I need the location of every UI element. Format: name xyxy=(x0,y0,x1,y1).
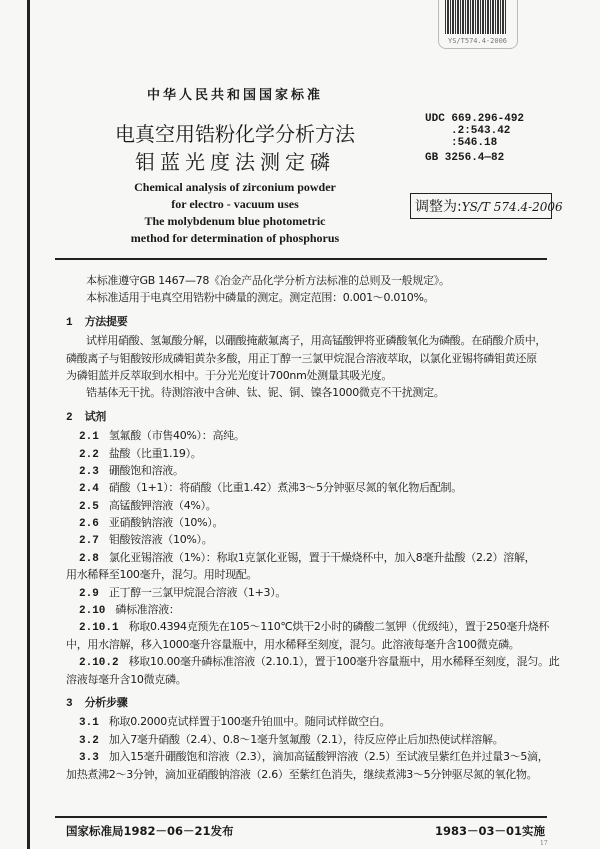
item-number: 2.1 xyxy=(79,431,99,444)
item-text: 正丁醇一三氯甲烷混合溶液（1+3）。 xyxy=(108,585,287,599)
list-item-continuation xyxy=(66,671,566,688)
section-3-heading: 3 分析步骤 xyxy=(66,695,128,710)
procedure-list xyxy=(66,713,566,783)
item-number: 3.2 xyxy=(79,734,99,747)
barcode-text: YS/T574.4-2006 xyxy=(448,37,508,45)
paragraph-line: 锆基体无干扰。待测溶液中含砷、钛、铌、铜、镍各1000微克不干扰测定。 xyxy=(86,386,445,400)
item-text: 亚硝酸钠溶液（10%）。 xyxy=(108,516,224,530)
paragraph-line: 磷酸离子与钼酸铵形成磷钼黄杂多酸，用正丁醇一三氯甲烷混合溶液萃取，以氯化亚锡将磷钼黄还原 xyxy=(66,351,537,365)
udc-line3: :546.18 xyxy=(451,137,498,149)
list-item xyxy=(66,748,566,765)
page-number: 17 xyxy=(540,840,548,847)
item-text: 移取10.00毫升磷标准溶液（2.10.1），置于100毫升容量瓶中，用水稀释至刻度，混匀。此 xyxy=(128,655,560,669)
list-item xyxy=(66,584,566,601)
list-item xyxy=(66,653,566,670)
item-text: 加入7毫升硝酸（2.4）、0.8～1毫升氢氟酸（2.1），待反应停止后加热使试样溶解。 xyxy=(108,732,504,746)
item-number: 2.4 xyxy=(79,483,99,496)
barcode xyxy=(445,0,507,34)
list-item xyxy=(66,497,566,514)
item-number: 2.10 xyxy=(79,605,106,618)
list-item-continuation xyxy=(66,566,566,583)
item-text: 称取0.2000克试样置于100毫升铂皿中。随同试样做空白。 xyxy=(108,715,391,729)
item-text: 高锰酸钾溶液（4%）。 xyxy=(108,498,217,512)
section-1-heading: 1 方法提要 xyxy=(66,314,128,329)
item-number: 3.3 xyxy=(79,752,99,765)
item-number: 2.7 xyxy=(79,535,99,548)
adjustment-stamp xyxy=(410,193,563,219)
udc-line2: .2:543.42 xyxy=(451,125,511,137)
item-number: 2.10.1 xyxy=(79,622,119,635)
item-text: 溶液每毫升含10微克磷。 xyxy=(66,672,187,686)
list-item xyxy=(66,713,566,730)
footer-divider xyxy=(55,816,547,818)
item-number: 3.1 xyxy=(79,717,99,730)
list-item xyxy=(66,549,566,566)
adjust-value: YS/T 574.4-2006 xyxy=(461,200,563,214)
standard-header: 中华人民共和国国家标准 xyxy=(146,88,323,103)
title-en-line3: The molybdenum blue photometric xyxy=(144,214,326,228)
section-2-heading: 2 试剂 xyxy=(66,409,107,424)
list-item xyxy=(66,618,566,635)
title-en-line4: method for determination of phosphorus xyxy=(130,231,340,245)
item-number: 2.10.2 xyxy=(79,657,119,670)
item-number: 2.3 xyxy=(79,465,99,478)
list-item xyxy=(66,462,566,479)
list-item xyxy=(66,731,566,748)
item-number: 2.9 xyxy=(79,587,99,600)
list-item xyxy=(66,601,566,618)
item-text: 称取0.4394克预先在105～110℃烘干2小时的磷酸二氢钾（优级纯），置于250毫升烧杯 xyxy=(128,620,550,634)
list-item xyxy=(66,445,566,462)
list-item xyxy=(66,514,566,531)
item-number: 2.5 xyxy=(79,500,99,513)
item-number: 2.2 xyxy=(79,448,99,461)
paragraph-line: 试样用硝酸、氢氟酸分解，以硼酸掩蔽氟离子，用高锰酸钾将亚磷酸氧化为磷酸。在硝酸介质中， xyxy=(86,334,547,348)
item-number: 2.6 xyxy=(79,518,99,531)
item-text: 中，用水溶解，移入1000毫升容量瓶中，用水稀释至刻度，混匀。此溶液每毫升含100微克磷。 xyxy=(66,637,520,651)
document-body xyxy=(66,272,566,783)
adjust-label: 调整为: xyxy=(415,199,462,215)
item-text: 磷标准溶液： xyxy=(115,603,180,617)
item-text: 加入15毫升硼酸饱和溶液（2.3），滴加高锰酸钾溶液（2.5）至试液呈紫红色并过量3～5滴， xyxy=(108,750,549,764)
title-cn-line2: 钼蓝光度法测定磷 xyxy=(135,150,335,174)
title-en-line1: Chemical analysis of zirconium powder xyxy=(134,180,336,194)
item-text: 硝酸（1+1）：将硝酸（比重1.42）煮沸3～5分钟驱尽氮的氧化物后配制。 xyxy=(108,481,462,495)
list-item xyxy=(66,531,566,548)
reagent-list xyxy=(66,427,566,688)
item-text: 盐酸（比重1.19）。 xyxy=(108,446,202,460)
effective-date: 1983－03－01实施 xyxy=(434,824,545,838)
list-item xyxy=(66,479,566,496)
list-item xyxy=(66,427,566,444)
item-number: 2.8 xyxy=(79,552,99,565)
list-item-continuation xyxy=(66,636,566,653)
item-text: 氢氟酸（市售40%）：高纯。 xyxy=(108,429,245,443)
item-text: 氯化亚锡溶液（1%）：称取1克氯化亚锡，置于干燥烧杯中，加入8毫升盐酸（2.2）溶解， xyxy=(108,550,536,564)
intro-line: 本标准适用于电真空用锆粉中磷量的测定。测定范围：0.001～0.010%。 xyxy=(86,291,435,305)
issue-date: 国家标准局1982－06－21发布 xyxy=(66,824,234,838)
gb-number: GB 3256.4—82 xyxy=(425,152,505,164)
item-text: 钼酸铵溶液（10%）。 xyxy=(108,533,213,547)
title-en-line2: for electro - vacuum uses xyxy=(171,197,299,211)
udc-line1: UDC 669.296-492 xyxy=(425,113,525,125)
item-text: 硼酸饱和溶液。 xyxy=(108,463,184,477)
title-cn-line1: 电真空用锆粉化学分析方法 xyxy=(115,122,355,146)
paragraph-line: 为磷钼蓝并反萃取到水相中。于分光光度计700nm处测量其吸光度。 xyxy=(66,368,393,382)
intro-line: 本标准遵守GB 1467—78《冶金产品化学分析方法标准的总则及一般规定》。 xyxy=(86,274,450,287)
item-text: 用水稀释至100毫升，混匀。用时现配。 xyxy=(66,568,258,582)
header-divider xyxy=(55,258,547,260)
list-item-continuation xyxy=(66,766,566,783)
item-text: 加热煮沸2～3分钟，滴加亚硝酸钠溶液（2.6）至紫红色消失，继续煮沸3～5分钟驱尽氮的氧化物。 xyxy=(66,767,538,781)
